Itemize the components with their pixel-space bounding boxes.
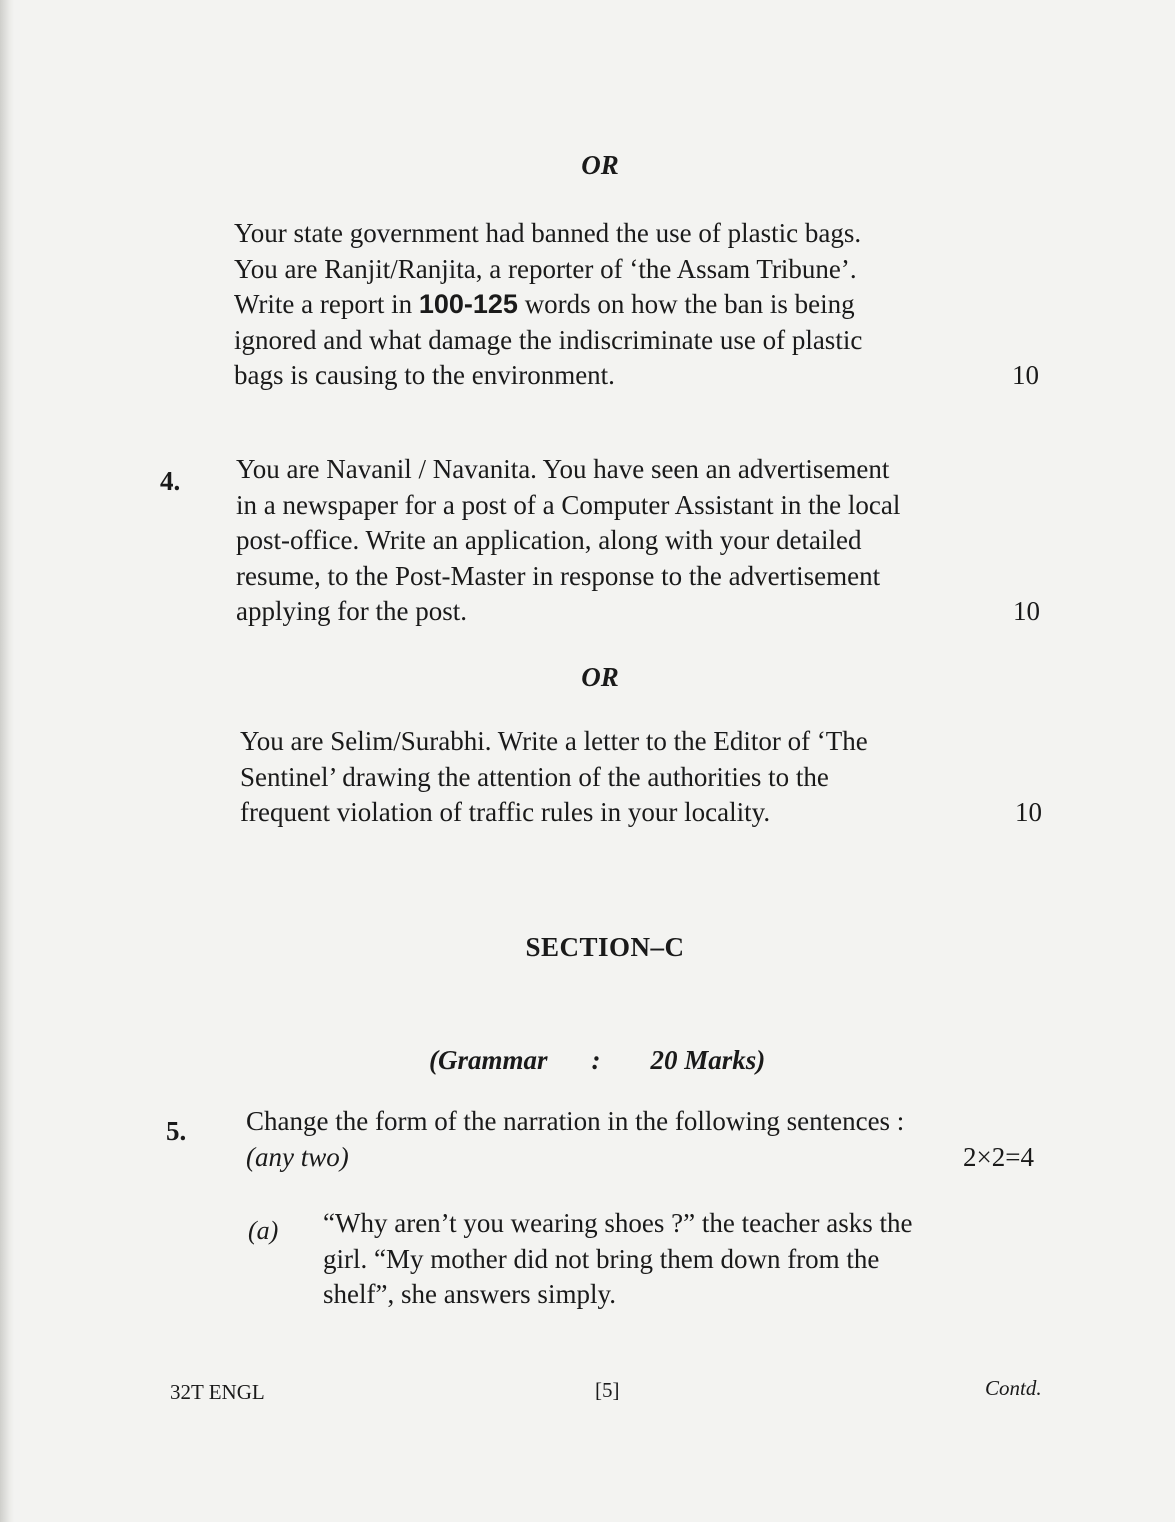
grammar-marks-line [402,1014,765,1107]
q4-line-2: in a newspaper for a post of a Computer Assistant in the local [236,489,901,520]
or-heading-1: OR [581,150,619,180]
grammar-total-marks: 20 Marks) [650,1045,766,1075]
footer-contd: Contd. [985,1376,1042,1400]
q3-or-line-5: bags is causing to the environment. 10 [234,358,1039,394]
binding-edge [0,0,14,1522]
q5-a-line-1: “Why aren’t you wearing shoes ?” the teacher asks the [323,1208,913,1238]
q4-or-paragraph [240,724,1042,831]
q5-line-1: Change the form of the narration in the following sentences : [246,1106,905,1136]
q5-a-paragraph [323,1206,1050,1313]
q3-or-line-3: Write a report in 100-125 words on how the ban is being [234,289,855,319]
word-limit: 100-125 [418,289,518,319]
q3-or-line-4: ignored and what damage the indiscriminate use of plastic [234,324,863,355]
q5-a-line-3: shelf”, she answers simply. [323,1279,616,1309]
grammar-colon: : [591,1045,601,1075]
q3-or-paragraph [234,216,1039,394]
q4-paragraph [236,452,1040,630]
q4-line-5: applying for the post. 10 [236,594,1040,630]
q5-a-line-2: girl. “My mother did not bring them down from the [323,1243,880,1274]
q5-line-2 [246,1140,1034,1176]
section-heading: SECTION–C [525,932,685,962]
q4-marks: 10 [1013,596,1040,626]
q5-number: 5. [166,1116,187,1146]
q5-a-label: (a) [248,1216,279,1245]
q4-or-marks: 10 [1015,797,1042,827]
q4-or-line-2: Sentinel’ drawing the attention of the authorities to the [240,761,829,792]
q4-number: 4. [160,466,181,496]
grammar-label: (Grammar [429,1045,548,1075]
footer-paper-code: 32T ENGL [170,1380,265,1404]
q5-instruction [246,1104,1034,1175]
q4-line-4: resume, to the Post-Master in response to the advertisement [236,560,881,591]
q4-or-line-3: frequent violation of traffic rules in your locality. 10 [240,795,1042,831]
q5-any-two: (any two) [246,1141,349,1172]
q5-marks: 2×2=4 [963,1141,1034,1172]
q4-line-3: post-office. Write an application, along with your detailed [236,525,862,555]
or-heading-2: OR [581,662,619,692]
q4-or-line-1: You are Selim/Surabhi. Write a letter to the Editor of ‘The [240,726,868,756]
footer-page-number: [5] [595,1378,620,1402]
q3-or-marks: 10 [1012,360,1039,390]
q3-or-line-1: Your state government had banned the use of plastic bags. [234,218,862,248]
q3-or-line-2: You are Ranjit/Ranjita, a reporter of ‘the Assam Tribune’. [234,253,857,284]
q4-line-1: You are Navanil / Navanita. You have seen an advertisement [236,454,890,484]
